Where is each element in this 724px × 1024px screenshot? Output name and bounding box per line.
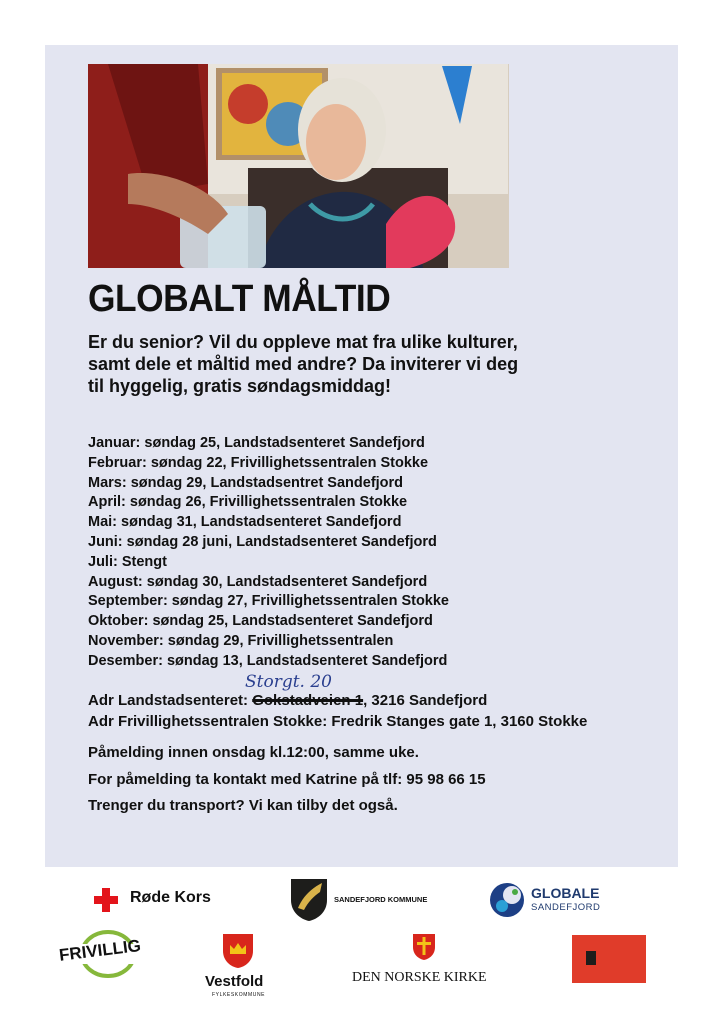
logo-emblem-icon — [586, 951, 596, 965]
schedule-item-august: August: søndag 30, Landstadsenteret Sandefjord — [88, 573, 428, 590]
schedule-item-januar: Januar: søndag 25, Landstadsenteret Sandefjord — [88, 435, 425, 451]
globale-logo-subtitle: SANDEFJORD — [531, 902, 601, 913]
poster-photo — [88, 64, 509, 268]
poster-intro: Er du senior? Vil du oppleve mat fra ulike kulturer, samt dele et måltid med andre? Da inviterer vi deg til hyggelig, gratis søndagsmiddag! — [88, 332, 519, 396]
address-label: Adr Landstadsenteret: — [88, 692, 249, 709]
kirke-cross-shield-icon — [412, 933, 436, 966]
address-postcode: , 3216 Sandefjord — [363, 692, 488, 709]
schedule-item-februar: Februar: søndag 22, Frivillighetssentralen Stokke — [88, 454, 429, 471]
schedule-item-mai: Mai: søndag 31, Landstadsenteret Sandefjord — [88, 514, 402, 531]
schedule-item-juni: Juni: søndag 28 juni, Landstadsenteret Sandefjord — [88, 533, 437, 550]
address-landstadsenteret — [88, 692, 487, 709]
rode-kors-logo-text: Røde Kors — [130, 889, 211, 906]
schedule-item-november: November: søndag 29, Frivillighetssentralen — [88, 632, 394, 649]
red-square-logo — [572, 935, 646, 983]
schedule-item-juli: Juli: Stengt — [88, 553, 167, 570]
red-cross-icon — [94, 888, 118, 912]
vestfold-logo-text: Vestfold — [205, 973, 264, 990]
poster-title: GLOBALT MÅLTID — [88, 278, 391, 320]
frivillig-logo-text: FRIVILLIG — [58, 935, 142, 965]
schedule-item-september: September: søndag 27, Frivillighetssentralen Stokke — [88, 593, 449, 610]
den-norske-kirke-logo-text: DEN NORSKE KIRKE — [352, 970, 487, 985]
globale-globe-icon — [488, 881, 526, 924]
sandefjord-kommune-logo-text: SANDEFJORD KOMMUNE — [334, 895, 428, 904]
transport-info: Trenger du transport? Vi kan tilby det også. — [88, 797, 398, 814]
contact-info: For påmelding ta kontakt med Katrine på tlf: 95 98 66 15 — [88, 771, 486, 788]
globale-logo-title: GLOBALE — [531, 885, 600, 901]
address-frivillighetssentralen: Adr Frivillighetssentralen Stokke: Fredrik Stanges gate 1, 3160 Stokke — [88, 713, 588, 730]
schedule-item-desember: Desember: søndag 13, Landstadsenteret Sandefjord — [88, 652, 448, 669]
vestfold-crown-shield-icon — [222, 933, 254, 974]
schedule-item-april: April: søndag 26, Frivillighetssentralen Stokke — [88, 494, 408, 511]
schedule-item-oktober: Oktober: søndag 25, Landstadsenteret Sandefjord — [88, 613, 433, 630]
vestfold-logo-subtitle: FYLKESKOMMUNE — [212, 992, 266, 998]
signup-deadline: Påmelding innen onsdag kl.12:00, samme uke. — [88, 744, 419, 761]
sandefjord-kommune-shield-icon — [290, 878, 328, 927]
struck-street-name: Gokstadveien 1 — [252, 692, 364, 709]
handwritten-address-correction: Storgt. 20 — [245, 672, 332, 692]
schedule-item-mars: Mars: søndag 29, Landstadsentret Sandefjord — [88, 474, 404, 491]
schedule-list — [88, 434, 528, 672]
